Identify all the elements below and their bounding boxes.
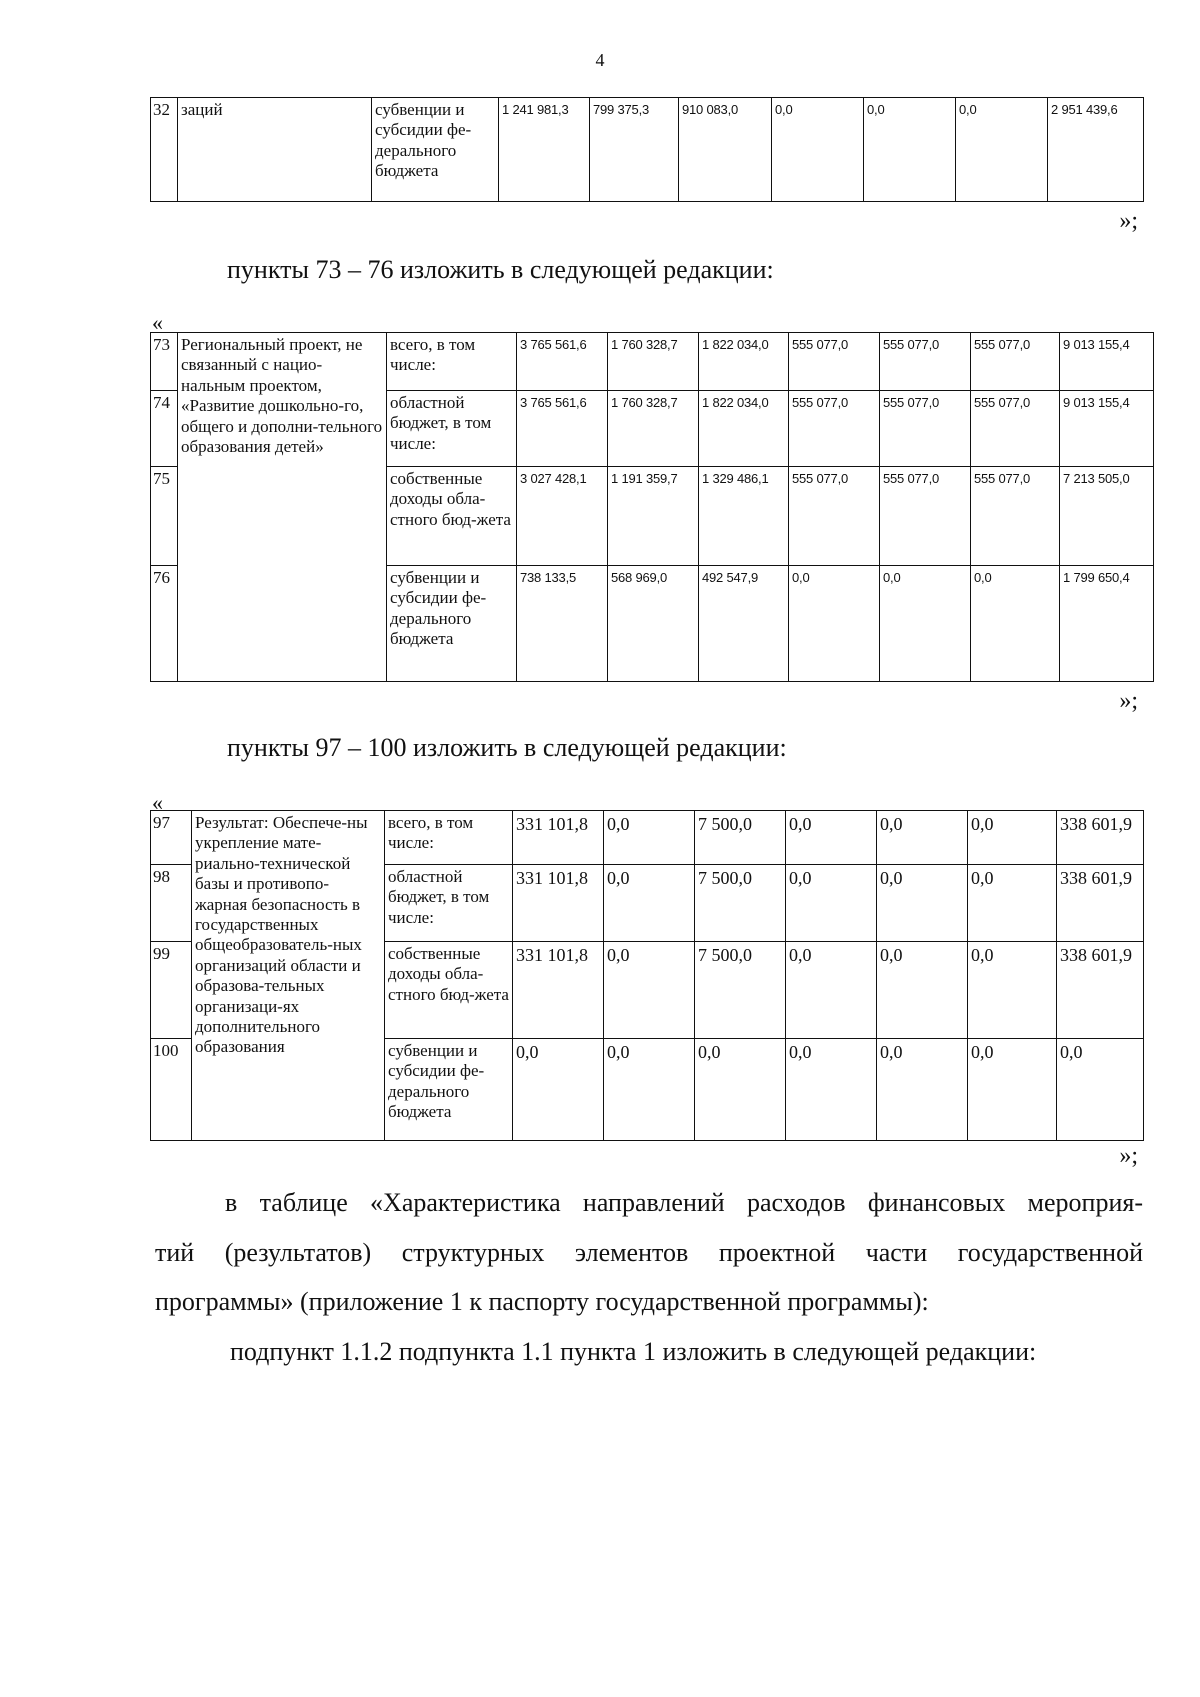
value-cell: 0,0 [786, 1039, 877, 1141]
value-cell: 1 799 650,4 [1060, 566, 1154, 682]
row-source: областной бюджет, в том числе: [387, 391, 517, 467]
heading-items-73-76: пункты 73 – 76 изложить в следующей редакции: [227, 255, 774, 284]
value-cell: 0,0 [786, 811, 877, 865]
value-cell: 7 213 505,0 [1060, 467, 1154, 566]
value-cell: 0,0 [604, 1039, 695, 1141]
value-cell: 2 951 439,6 [1048, 98, 1144, 202]
value-cell: 0,0 [513, 1039, 604, 1141]
row-name: заций [178, 98, 372, 202]
value-cell: 0,0 [971, 566, 1060, 682]
value-cell: 568 969,0 [608, 566, 699, 682]
value-cell: 555 077,0 [971, 467, 1060, 566]
value-cell: 0,0 [604, 942, 695, 1039]
value-cell: 0,0 [956, 98, 1048, 202]
row-number: 99 [151, 942, 192, 1039]
value-cell: 3 027 428,1 [517, 467, 608, 566]
value-cell: 7 500,0 [695, 811, 786, 865]
value-cell: 555 077,0 [971, 333, 1060, 391]
value-cell: 9 013 155,4 [1060, 391, 1154, 467]
row-source: субвенции и субсидии фе-дерального бюджета [372, 98, 499, 202]
row-number: 100 [151, 1039, 192, 1141]
table-row [151, 333, 1154, 391]
table-row [151, 811, 1144, 865]
value-cell: 7 500,0 [695, 942, 786, 1039]
table-items-97-100 [150, 810, 1144, 1141]
row-number: 76 [151, 566, 178, 682]
value-cell: 0,0 [877, 1039, 968, 1141]
value-cell: 555 077,0 [789, 333, 880, 391]
value-cell: 0,0 [789, 566, 880, 682]
value-cell: 0,0 [864, 98, 956, 202]
close-quote: »; [1119, 1143, 1138, 1169]
value-cell: 338 601,9 [1057, 942, 1144, 1039]
value-cell: 338 601,9 [1057, 811, 1144, 865]
paragraph-line-3: программы» (приложение 1 к паспорту государственной программы): [155, 1287, 929, 1316]
table-top [150, 97, 1144, 202]
paragraph-line-1: в таблице «Характеристика направлений расходов финансовых мероприя- [225, 1188, 1143, 1217]
value-cell: 0,0 [1057, 1039, 1144, 1141]
value-cell: 1 329 486,1 [699, 467, 789, 566]
value-cell: 0,0 [772, 98, 864, 202]
value-cell: 555 077,0 [971, 391, 1060, 467]
value-cell: 3 765 561,6 [517, 391, 608, 467]
paragraph-line-2: тий (результатов) структурных элементов проектной части государственной [155, 1238, 1143, 1267]
table-items-73-76 [150, 332, 1154, 682]
page-number: 4 [595, 50, 605, 70]
row-source: всего, в том числе: [387, 333, 517, 391]
value-cell: 492 547,9 [699, 566, 789, 682]
value-cell: 910 083,0 [679, 98, 772, 202]
value-cell: 0,0 [877, 942, 968, 1039]
heading-items-97-100: пункты 97 – 100 изложить в следующей редакции: [227, 733, 787, 762]
row-number: 74 [151, 391, 178, 467]
row-source: собственные доходы обла-стного бюд-жета [385, 942, 513, 1039]
value-cell: 331 101,8 [513, 811, 604, 865]
value-cell: 0,0 [880, 566, 971, 682]
value-cell: 0,0 [604, 811, 695, 865]
row-number: 73 [151, 333, 178, 391]
value-cell: 0,0 [877, 865, 968, 942]
row-number: 32 [151, 98, 178, 202]
value-cell: 1 822 034,0 [699, 333, 789, 391]
value-cell: 555 077,0 [880, 333, 971, 391]
value-cell: 555 077,0 [789, 391, 880, 467]
row-source: субвенции и субсидии фе-дерального бюджета [385, 1039, 513, 1141]
value-cell: 738 133,5 [517, 566, 608, 682]
value-cell: 338 601,9 [1057, 865, 1144, 942]
row-source: всего, в том числе: [385, 811, 513, 865]
value-cell: 1 241 981,3 [499, 98, 590, 202]
row-name: Результат: Обеспече-ны укрепление мате-риально-технической базы и противопо-жарная безопасность в государственных общеобразователь-ных организаций области и образова-тельных организаци-ях дополнительного образования [192, 811, 385, 1141]
row-source: собственные доходы обла-стного бюд-жета [387, 467, 517, 566]
open-quote: « [152, 790, 163, 815]
value-cell: 0,0 [695, 1039, 786, 1141]
row-source: областной бюджет, в том числе: [385, 865, 513, 942]
value-cell: 0,0 [786, 865, 877, 942]
row-number: 98 [151, 865, 192, 942]
row-source: субвенции и субсидии фе-дерального бюджета [387, 566, 517, 682]
last-line: подпункт 1.1.2 подпункта 1.1 пункта 1 изложить в следующей редакции: [230, 1337, 1037, 1366]
value-cell: 7 500,0 [695, 865, 786, 942]
value-cell: 9 013 155,4 [1060, 333, 1154, 391]
value-cell: 3 765 561,6 [517, 333, 608, 391]
table-row [151, 98, 1144, 202]
value-cell: 555 077,0 [880, 391, 971, 467]
open-quote: « [152, 310, 163, 335]
value-cell: 331 101,8 [513, 865, 604, 942]
row-number: 97 [151, 811, 192, 865]
value-cell: 0,0 [604, 865, 695, 942]
row-name: Региональный проект, не связанный с нацио-нальным проектом, «Развитие дошкольно-го, общего и дополни-тельного образования детей» [178, 333, 387, 682]
value-cell: 0,0 [877, 811, 968, 865]
value-cell: 799 375,3 [590, 98, 679, 202]
value-cell: 1 191 359,7 [608, 467, 699, 566]
value-cell: 0,0 [968, 1039, 1057, 1141]
row-number: 75 [151, 467, 178, 566]
value-cell: 555 077,0 [880, 467, 971, 566]
value-cell: 0,0 [968, 811, 1057, 865]
value-cell: 555 077,0 [789, 467, 880, 566]
close-quote: »; [1119, 208, 1138, 234]
value-cell: 1 760 328,7 [608, 333, 699, 391]
value-cell: 331 101,8 [513, 942, 604, 1039]
value-cell: 0,0 [968, 865, 1057, 942]
close-quote: »; [1119, 688, 1138, 714]
value-cell: 0,0 [968, 942, 1057, 1039]
value-cell: 1 760 328,7 [608, 391, 699, 467]
value-cell: 1 822 034,0 [699, 391, 789, 467]
value-cell: 0,0 [786, 942, 877, 1039]
